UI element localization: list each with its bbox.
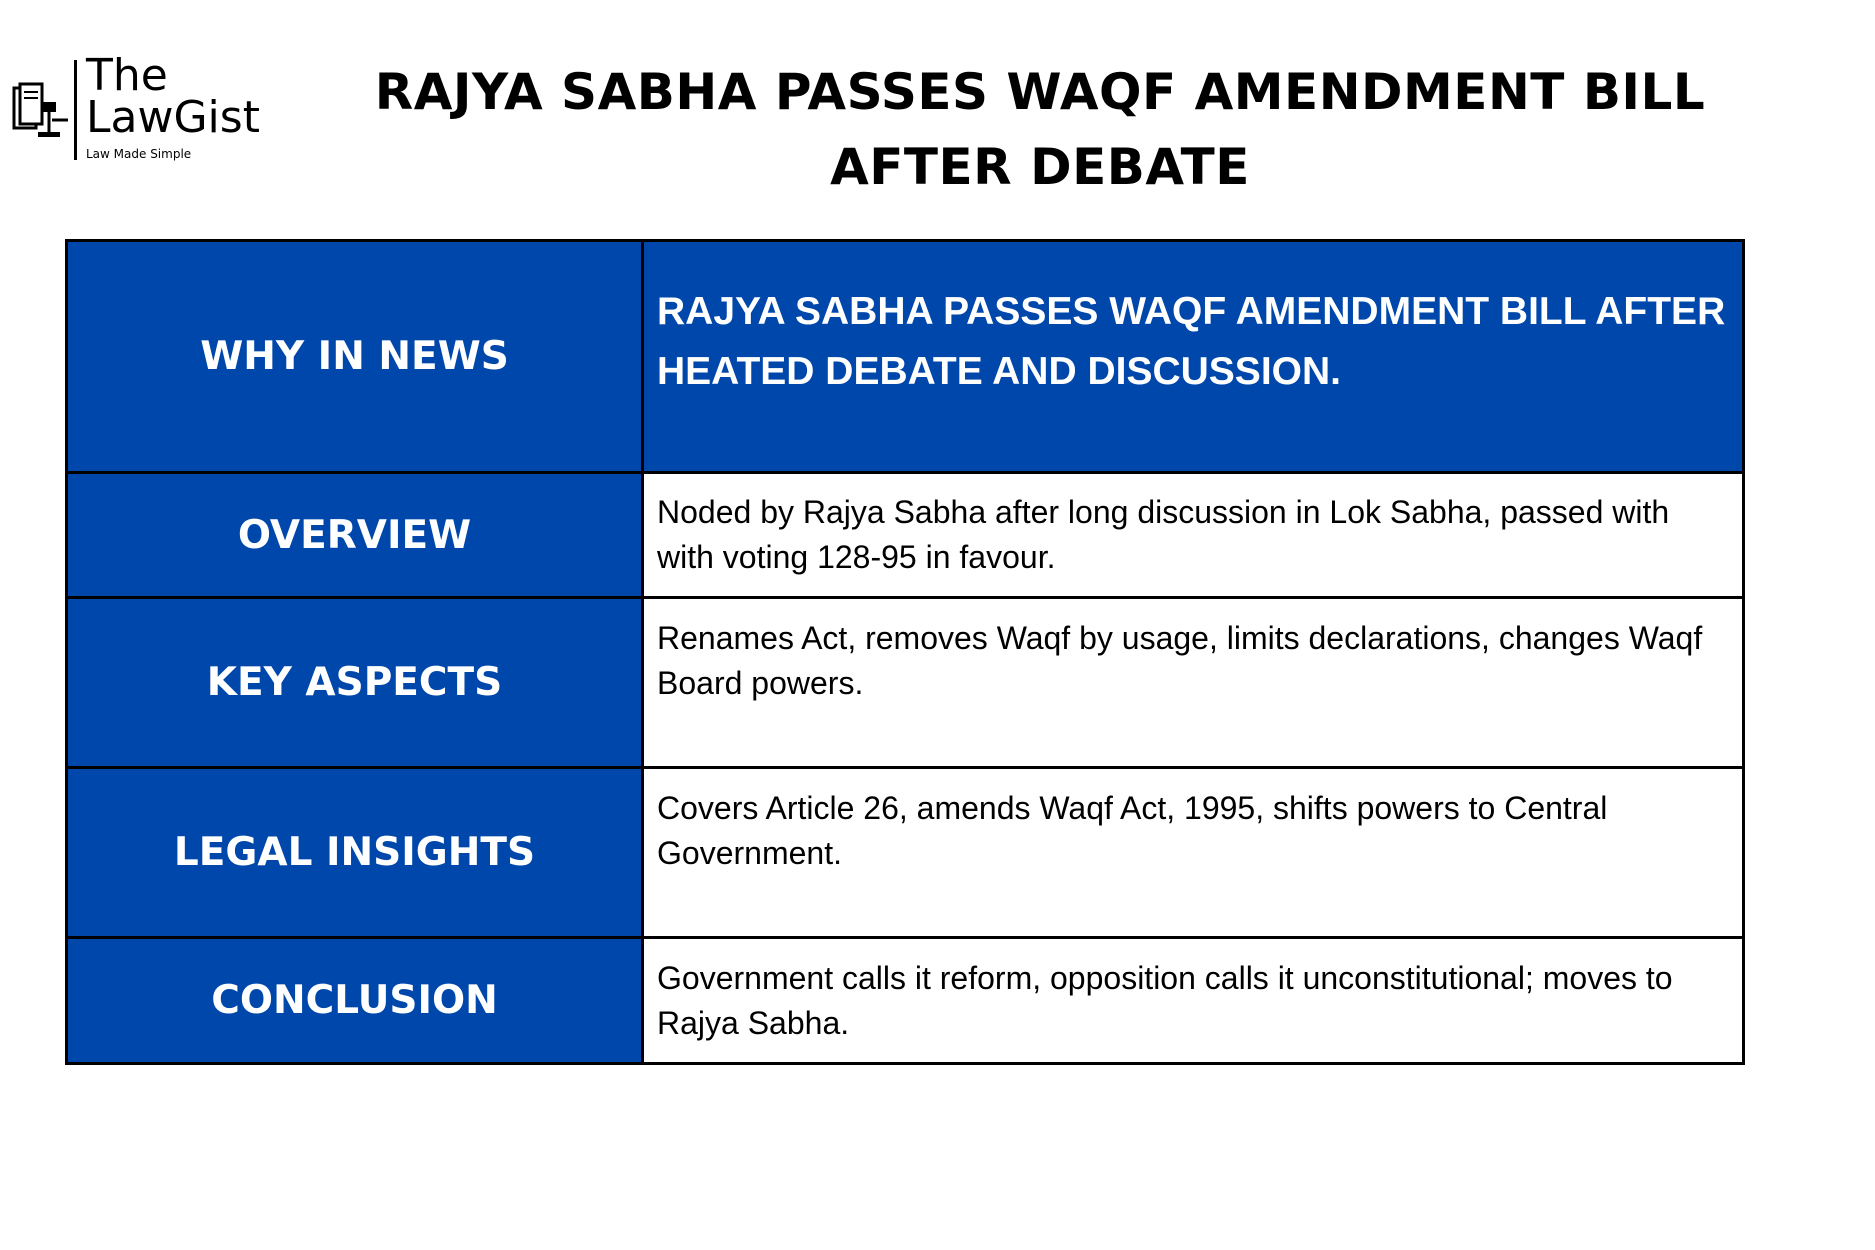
row-value-why-in-news xyxy=(643,241,1744,473)
row-value-conclusion xyxy=(643,938,1744,1064)
row-value-text: Government calls it reform, opposition calls it unconstitutional; moves to Rajya Sabha. xyxy=(657,959,1673,1041)
table-row-legal-insights xyxy=(67,768,1744,938)
row-value-text: Noded by Rajya Sabha after long discussion in Lok Sabha, passed with with voting 128-95 in favour. xyxy=(657,494,1670,575)
row-label-key-aspects: KEY ASPECTS xyxy=(67,598,643,768)
row-label-overview: OVERVIEW xyxy=(67,473,643,598)
brand-logo xyxy=(12,50,282,166)
page-title xyxy=(370,55,1710,205)
page-title-line-1: RAJYA SABHA PASSES WAQF AMENDMENT BILL xyxy=(374,63,1706,121)
summary-table xyxy=(65,239,1745,1065)
law-book-gavel-icon xyxy=(12,82,70,144)
row-value-legal-insights xyxy=(643,768,1744,938)
logo-text-name: LawGist xyxy=(86,92,260,143)
logo-text-the: The xyxy=(86,50,168,101)
table-row-overview xyxy=(67,473,1744,598)
row-value-overview xyxy=(643,473,1744,598)
row-value-text: RAJYA SABHA PASSES WAQF AMENDMENT BILL AFTER HEATED DEBATE AND DISCUSSION. xyxy=(657,289,1726,393)
page-title-line-2: AFTER DEBATE xyxy=(830,138,1250,196)
row-label-why-in-news: WHY IN NEWS xyxy=(67,241,643,473)
table-row-why-in-news xyxy=(67,241,1744,473)
row-value-key-aspects xyxy=(643,598,1744,768)
table-row-conclusion xyxy=(67,938,1744,1064)
row-value-text: Renames Act, removes Waqf by usage, limits declarations, changes Waqf Board powers. xyxy=(657,620,1703,701)
logo-tagline: Law Made Simple xyxy=(86,147,192,161)
row-value-text: Covers Article 26, amends Waqf Act, 1995, shifts powers to Central Government. xyxy=(657,790,1608,871)
table-row-key-aspects xyxy=(67,598,1744,768)
logo-divider xyxy=(74,60,77,160)
row-label-legal-insights: LEGAL INSIGHTS xyxy=(67,768,643,938)
row-label-conclusion: CONCLUSION xyxy=(67,938,643,1064)
